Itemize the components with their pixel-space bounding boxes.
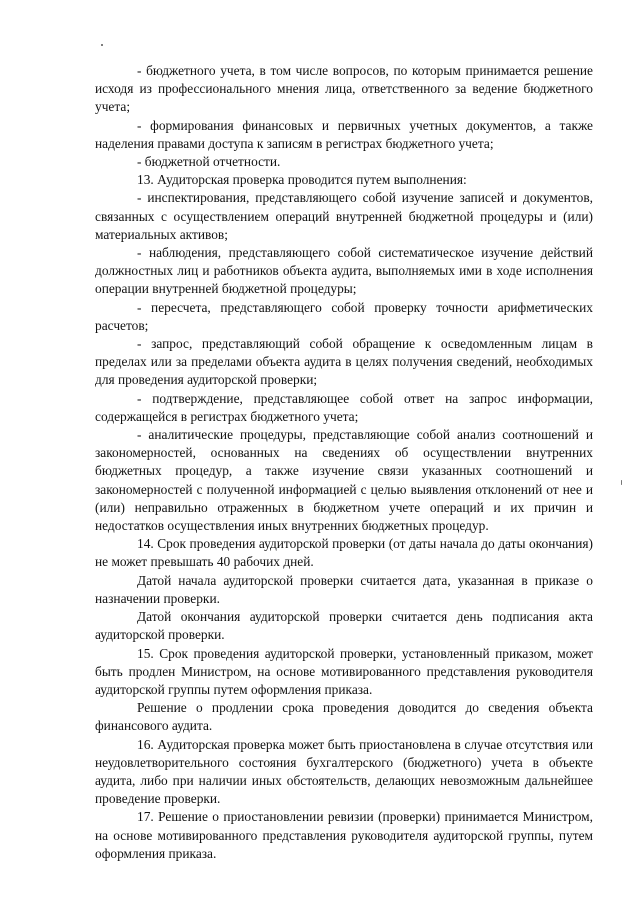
scan-speck <box>621 480 622 485</box>
paragraph: - формирования финансовых и первичных учетных документов, а также наделения правами доступа к записям в регистрах бюджетного учета; <box>95 117 593 151</box>
paragraph: 17. Решение о приостановлении ревизии (проверки) принимается Министром, на основе мотивированного представления руководителя аудиторской группы, путем оформления приказа. <box>95 809 593 861</box>
paragraph: - бюджетной отчетности. <box>137 154 281 170</box>
paragraph: - запрос, представляющий собой обращение к осведомленным лицам в пределах или за пределами объекта аудита в целях получения сведений, необходимых для проведения аудиторской проверки; <box>95 336 593 388</box>
paragraph: 14. Срок проведения аудиторской проверки (от даты начала до даты окончания) не может превышать 40 рабочих дней. <box>95 536 593 570</box>
paragraph: - подтверждение, представляющее собой ответ на запрос информации, содержащейся в регистрах бюджетного учета; <box>95 390 593 424</box>
paragraph: - бюджетного учета, в том числе вопросов, по которым принимается решение исходя из профессионального мнения лица, ответственного за ведение бюджетного учета; <box>95 63 593 115</box>
scan-speck <box>101 44 103 46</box>
paragraph: - инспектирования, представляющего собой изучение записей и документов, связанных с осуществлением операций внутренней бюджетной процедуры и (или) материальных активов; <box>95 190 593 242</box>
paragraph: - аналитические процедуры, представляющие собой анализ соотношений и закономерностей, основанных на сведениях об осуществлении внутренних бюджетных процедур, а также изучение связи указанных соотношений и закономерностей с полученной информацией с целью выявления отклонений от нее и (или) неправильно отраженных в бюджетном учете операций и их причин и недостатков осуществления иных внутренних бюджетных процедур. <box>95 427 593 534</box>
paragraph: 15. Срок проведения аудиторской проверки, установленный приказом, может быть продлен Министром, на основе мотивированного представления руководителя аудиторской группы путем оформления приказа. <box>95 645 593 697</box>
paragraph: Датой начала аудиторской проверки считается дата, указанная в приказе о назначении проверки. <box>95 572 593 606</box>
paragraph: - пересчета, представляющего собой проверку точности арифметических расчетов; <box>95 299 593 333</box>
paragraph: 16. Аудиторская проверка может быть приостановлена в случае отсутствия или неудовлетворительного состояния бухгалтерского (бюджетного) учета в объекте аудита, либо при наличии иных обстоятельств, делающих невозможным дальнейшее проведение проверки. <box>95 736 593 807</box>
paragraph: - наблюдения, представляющего собой систематическое изучение действий должностных лиц и работников объекта аудита, выполняемых ими в ходе исполнения операции внутренней бюджетной процедуры; <box>95 245 593 297</box>
paragraph: 13. Аудиторская проверка проводится путем выполнения: <box>137 172 467 188</box>
paragraph: Датой окончания аудиторской проверки считается день подписания акта аудиторской проверки. <box>95 609 593 643</box>
paragraph: Решение о продлении срока проведения доводится до сведения объекта финансового аудита. <box>95 700 593 734</box>
document-body <box>95 62 593 863</box>
